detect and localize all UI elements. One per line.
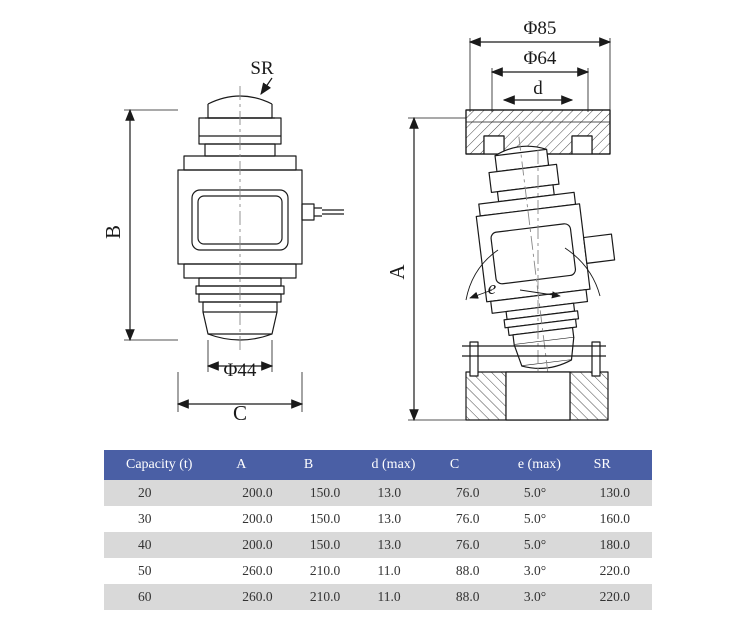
- cell-d: 13.0: [364, 532, 442, 558]
- cell-capacity: 20: [104, 480, 228, 506]
- label-a: A: [385, 264, 409, 280]
- cell-b: 210.0: [296, 584, 364, 610]
- cell-e: 5.0°: [510, 532, 586, 558]
- cell-capacity: 40: [104, 532, 228, 558]
- cell-sr: 160.0: [586, 506, 652, 532]
- cell-c: 76.0: [442, 506, 510, 532]
- cell-sr: 130.0: [586, 480, 652, 506]
- cell-c: 88.0: [442, 558, 510, 584]
- left-tie-rod: [470, 342, 478, 376]
- cell-d: 11.0: [364, 558, 442, 584]
- label-dia64: Φ64: [523, 48, 557, 69]
- cell-capacity: 30: [104, 506, 228, 532]
- cell-e: 3.0°: [510, 584, 586, 610]
- cell-b: 210.0: [296, 558, 364, 584]
- cell-sr: 180.0: [586, 532, 652, 558]
- cell-capacity: 50: [104, 558, 228, 584]
- cable-gland: [302, 204, 314, 220]
- cell-a: 260.0: [228, 558, 296, 584]
- table-row: [104, 480, 652, 506]
- label-dia85: Φ85: [523, 18, 557, 39]
- table-body: [104, 480, 652, 610]
- label-c: C: [232, 401, 248, 425]
- cell-e: 3.0°: [510, 558, 586, 584]
- header-e-max: e (max): [510, 450, 586, 480]
- label-dia44: Φ44: [223, 360, 257, 381]
- table-row: [104, 558, 652, 584]
- cell-e: 5.0°: [510, 506, 586, 532]
- header-a: A: [228, 450, 296, 480]
- header-sr: SR: [586, 450, 652, 480]
- cell-a: 200.0: [228, 532, 296, 558]
- table-header-row: [104, 450, 652, 480]
- cell-sr: 220.0: [586, 584, 652, 610]
- specification-table: [104, 450, 652, 610]
- section-view: [408, 38, 628, 420]
- label-e: e: [487, 278, 497, 299]
- cell-b: 150.0: [296, 532, 364, 558]
- cell-c: 76.0: [442, 480, 510, 506]
- label-d: d: [533, 78, 543, 99]
- tilted-cable-gland: [584, 234, 615, 263]
- cell-a: 200.0: [228, 480, 296, 506]
- label-b: B: [101, 224, 125, 240]
- table-row: [104, 584, 652, 610]
- table-header: [104, 450, 652, 480]
- cell-c: 76.0: [442, 532, 510, 558]
- header-b: B: [296, 450, 364, 480]
- cell-e: 5.0°: [510, 480, 586, 506]
- table-row: [104, 532, 652, 558]
- specification-table-container: [104, 450, 652, 610]
- table-row: [104, 506, 652, 532]
- cell-b: 150.0: [296, 506, 364, 532]
- cell-a: 260.0: [228, 584, 296, 610]
- cell-d: 13.0: [364, 480, 442, 506]
- header-d-max: d (max): [364, 450, 442, 480]
- cell-a: 200.0: [228, 506, 296, 532]
- cell-b: 150.0: [296, 480, 364, 506]
- header-capacity: Capacity (t): [104, 450, 228, 480]
- sr-leader: [261, 78, 272, 94]
- right-tie-rod: [592, 342, 600, 376]
- cell-sr: 220.0: [586, 558, 652, 584]
- cell-c: 88.0: [442, 584, 510, 610]
- header-c: C: [442, 450, 510, 480]
- cell-d: 13.0: [364, 506, 442, 532]
- label-sr: SR: [250, 58, 274, 79]
- cell-d: 11.0: [364, 584, 442, 610]
- cell-capacity: 60: [104, 584, 228, 610]
